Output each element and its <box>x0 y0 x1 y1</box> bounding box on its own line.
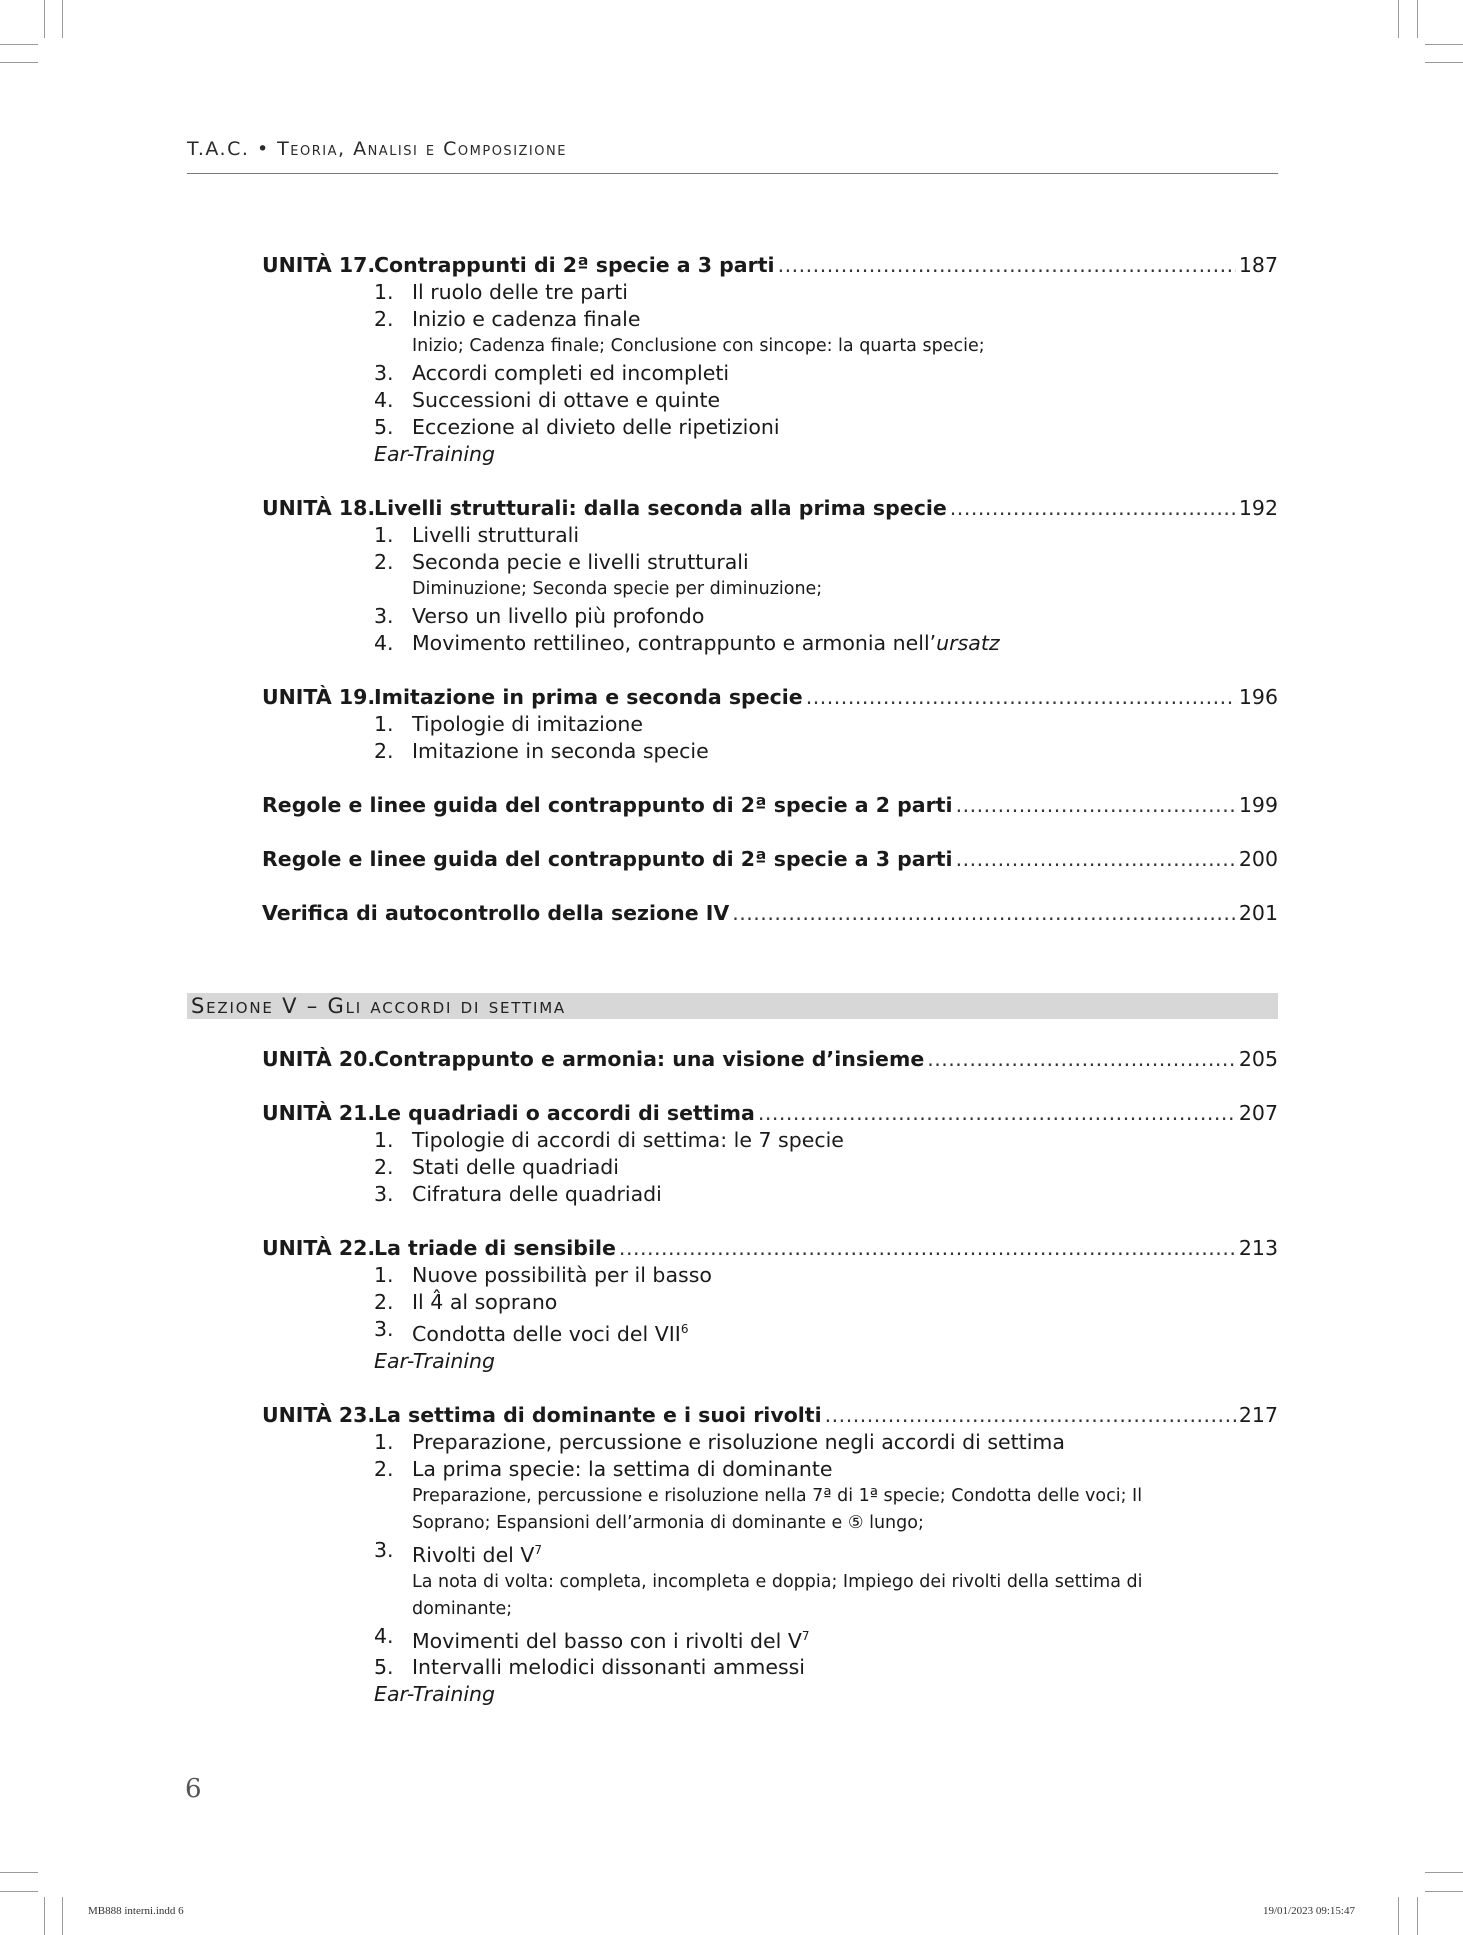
list-item <box>374 1537 1278 1623</box>
crop-mark <box>1417 1897 1418 1935</box>
header-rule <box>187 173 1278 174</box>
item-text: Intervalli melodici dissonanti ammessi <box>412 1655 806 1680</box>
item-number: 1. <box>374 712 394 736</box>
list-item <box>374 1181 1278 1208</box>
list-item <box>374 603 1278 630</box>
print-slug-filename: MB888 interni.indd 6 <box>88 1905 184 1917</box>
item-text: Successioni di ottave e quinte <box>412 388 721 412</box>
item-text: Imitazione in seconda specie <box>412 739 709 763</box>
ear-training: Ear-Training <box>374 1348 496 1373</box>
crop-mark <box>0 44 38 45</box>
crop-mark <box>0 62 38 63</box>
entry-title-line <box>262 846 1278 873</box>
item-number: 4. <box>374 1623 394 1648</box>
item-number: 2. <box>374 1456 394 1481</box>
subitem-list <box>262 1127 1278 1208</box>
crop-mark <box>62 1897 63 1935</box>
item-number: 4. <box>374 388 394 412</box>
list-item <box>374 414 1278 441</box>
item-number: 5. <box>374 415 394 439</box>
list-item <box>374 1316 1278 1348</box>
item-number: 2. <box>374 1290 394 1314</box>
item-text: Seconda pecie e livelli strutturali <box>412 550 749 574</box>
list-item <box>374 630 1278 657</box>
superscript: 6 <box>680 1322 689 1336</box>
list-item <box>374 1623 1278 1655</box>
section-heading: Sezione V – Gli accordi di settima <box>187 993 1278 1019</box>
item-text: La prima specie: la settima di dominante <box>412 1456 833 1481</box>
crop-mark <box>1398 0 1399 38</box>
toc-entry-unit-18[interactable] <box>262 495 1278 657</box>
entry-title-line <box>262 792 1278 819</box>
running-head: T.A.C. • Teoria, Analisi e Composizione <box>187 138 567 160</box>
item-text: Cifratura delle quadriadi <box>412 1182 662 1206</box>
print-slug-timestamp: 19/01/2023 09:15:47 <box>1263 1905 1355 1917</box>
item-number: 1. <box>374 523 394 547</box>
list-item <box>374 306 1278 360</box>
item-text: Tipologie di imitazione <box>412 712 644 736</box>
unit-title: Contrappunto e armonia: una visione d’insieme <box>374 1047 925 1071</box>
list-item <box>374 279 1278 306</box>
ear-training: Ear-Training <box>374 1682 496 1707</box>
italic-term: ursatz <box>936 631 1000 655</box>
crop-mark <box>1398 1897 1399 1935</box>
subitem-list <box>262 522 1278 657</box>
unit-number: UNITÀ 18. <box>262 496 376 520</box>
toc-entry-unit-23[interactable] <box>262 1402 1278 1709</box>
subitem-list <box>262 1262 1278 1375</box>
item-text: Il ruolo delle tre parti <box>412 280 629 304</box>
item-number: 1. <box>374 1128 394 1152</box>
toc-entry-unit-17[interactable] <box>262 252 1278 468</box>
entry-title-line <box>262 684 1278 711</box>
entry-title-line <box>262 900 1278 927</box>
list-item <box>374 1289 1278 1316</box>
entry-title-line <box>262 1100 1278 1127</box>
unit-title: Imitazione in prima e seconda specie <box>374 685 803 709</box>
dot-leader <box>825 1402 1236 1429</box>
dot-leader <box>806 684 1236 711</box>
item-text: Inizio e cadenza finale <box>412 307 641 331</box>
list-item <box>374 360 1278 387</box>
crop-mark <box>1417 0 1418 38</box>
list-item <box>374 1154 1278 1181</box>
item-number: 2. <box>374 550 394 574</box>
subitem-list <box>262 711 1278 765</box>
list-item <box>374 1456 1278 1537</box>
page-number: 205 <box>1238 1047 1278 1071</box>
toc-entry-unit-19[interactable] <box>262 684 1278 765</box>
unit-number: UNITÀ 22. <box>262 1236 376 1260</box>
crop-mark <box>0 1891 38 1892</box>
page-number: 199 <box>1238 793 1278 817</box>
item-text: Accordi completi ed incompleti <box>412 361 730 385</box>
item-text: Stati delle quadriadi <box>412 1155 619 1179</box>
subitem-list <box>262 1429 1278 1709</box>
list-item <box>374 738 1278 765</box>
crop-mark <box>1425 44 1463 45</box>
page-number: 196 <box>1238 685 1278 709</box>
crop-mark <box>62 0 63 38</box>
page-number: 217 <box>1238 1402 1278 1427</box>
item-text: Eccezione al divieto delle ripetizioni <box>412 415 780 439</box>
item-number: 5. <box>374 1655 394 1680</box>
list-item <box>374 1654 1278 1681</box>
unit-number: UNITÀ 20. <box>262 1047 376 1071</box>
toc-entry-unit-21[interactable] <box>262 1100 1278 1208</box>
item-number: 1. <box>374 280 394 304</box>
item-text: Preparazione, percussione e risoluzione negli accordi di settima <box>412 1429 1065 1454</box>
crop-mark <box>44 1897 45 1935</box>
item-subtopics: La nota di volta: completa, incompleta e doppia; Impiego dei rivolti della settima di dominante; <box>412 1571 1143 1619</box>
crop-mark <box>1425 62 1463 63</box>
item-subtopics: Diminuzione; Seconda specie per diminuzione; <box>412 579 823 599</box>
item-number: 3. <box>374 361 394 385</box>
unit-title: Le quadriadi o accordi di settima <box>374 1101 755 1125</box>
entry-title: Verifica di autocontrollo della sezione IV <box>262 901 730 925</box>
entry-title-line <box>262 495 1278 522</box>
item-subtopics: Inizio; Cadenza finale; Conclusione con sincope: la quarta specie; <box>412 336 985 356</box>
unit-number: UNITÀ 23. <box>262 1402 376 1427</box>
item-subtopics: Preparazione, percussione e risoluzione nella 7ª di 1ª specie; Condotta delle voci; Il Soprano; Espansioni dell’armonia di dominante e ⑤ lungo; <box>412 1485 1143 1533</box>
toc-section-iv <box>262 252 1278 927</box>
page-number: 192 <box>1238 496 1278 520</box>
item-number: 2. <box>374 739 394 763</box>
item-number: 1. <box>374 1263 394 1287</box>
toc-entry-unit-22[interactable] <box>262 1235 1278 1375</box>
crop-mark <box>1425 1891 1463 1892</box>
toc-entry-rules-2-parts[interactable] <box>262 792 1278 819</box>
dot-leader <box>778 252 1236 279</box>
list-item <box>374 522 1278 549</box>
item-text: Nuove possibilità per il basso <box>412 1263 712 1287</box>
unit-title: Contrappunti di 2ª specie a 3 parti <box>374 253 775 277</box>
item-number: 2. <box>374 307 394 331</box>
superscript: 7 <box>534 1542 543 1557</box>
toc-entry-verification[interactable] <box>262 900 1278 927</box>
entry-title-line <box>262 1046 1278 1073</box>
page-number: 187 <box>1238 253 1278 277</box>
subitem-list <box>262 279 1278 468</box>
entry-title-line <box>262 1235 1278 1262</box>
page-number: 200 <box>1238 847 1278 871</box>
list-item <box>374 1429 1278 1456</box>
list-item <box>374 1262 1278 1289</box>
unit-number: UNITÀ 21. <box>262 1101 376 1125</box>
crop-mark <box>44 0 45 38</box>
entry-title-line <box>262 252 1278 279</box>
dot-leader <box>956 846 1236 873</box>
page-folio: 6 <box>185 1774 202 1804</box>
unit-title: La settima di dominante e i suoi rivolti <box>374 1402 822 1427</box>
item-number: 3. <box>374 1182 394 1206</box>
unit-number: UNITÀ 19. <box>262 685 376 709</box>
ear-training: Ear-Training <box>374 442 496 466</box>
list-item <box>374 711 1278 738</box>
item-number: 3. <box>374 604 394 628</box>
unit-title: La triade di sensibile <box>374 1236 616 1260</box>
item-text: Il 4̂ al soprano <box>412 1290 558 1314</box>
list-item <box>374 387 1278 414</box>
dot-leader <box>927 1046 1236 1073</box>
item-number: 2. <box>374 1155 394 1179</box>
list-item <box>374 1127 1278 1154</box>
toc-entry-rules-3-parts[interactable] <box>262 846 1278 873</box>
list-item <box>374 549 1278 603</box>
entry-title-line <box>262 1402 1278 1429</box>
entry-title: Regole e linee guida del contrappunto di 2ª specie a 3 parti <box>262 847 953 871</box>
item-text: Tipologie di accordi di settima: le 7 specie <box>412 1128 844 1152</box>
dot-leader <box>758 1100 1236 1127</box>
item-number: 3. <box>374 1317 394 1341</box>
item-text: Movimento rettilineo, contrappunto e armonia nell’ursatz <box>412 631 1000 655</box>
crop-mark <box>1425 1872 1463 1873</box>
item-text: Condotta delle voci del VII$^6$ <box>412 1321 689 1346</box>
item-text: Livelli strutturali <box>412 523 580 547</box>
superscript: 7 <box>801 1628 810 1643</box>
toc-section-v <box>262 1046 1278 1708</box>
dot-leader <box>732 900 1236 927</box>
dot-leader <box>956 792 1236 819</box>
page-number: 207 <box>1238 1101 1278 1125</box>
dot-leader <box>950 495 1236 522</box>
page-number: 201 <box>1238 901 1278 925</box>
item-number: 1. <box>374 1429 394 1454</box>
item-number: 3. <box>374 1537 394 1562</box>
crop-mark <box>0 1872 38 1873</box>
page-number: 213 <box>1238 1236 1278 1260</box>
unit-title: Livelli strutturali: dalla seconda alla prima specie <box>374 496 947 520</box>
item-text: Rivolti del $V^7$ <box>412 1542 543 1567</box>
dot-leader <box>619 1235 1236 1262</box>
entry-title: Regole e linee guida del contrappunto di 2ª specie a 2 parti <box>262 793 953 817</box>
item-text: Verso un livello più profondo <box>412 604 705 628</box>
unit-number: UNITÀ 17. <box>262 253 376 277</box>
item-number: 4. <box>374 631 394 655</box>
item-text: Movimenti del basso con i rivolti del $V^7$ <box>412 1628 810 1653</box>
toc-entry-unit-20[interactable] <box>262 1046 1278 1073</box>
